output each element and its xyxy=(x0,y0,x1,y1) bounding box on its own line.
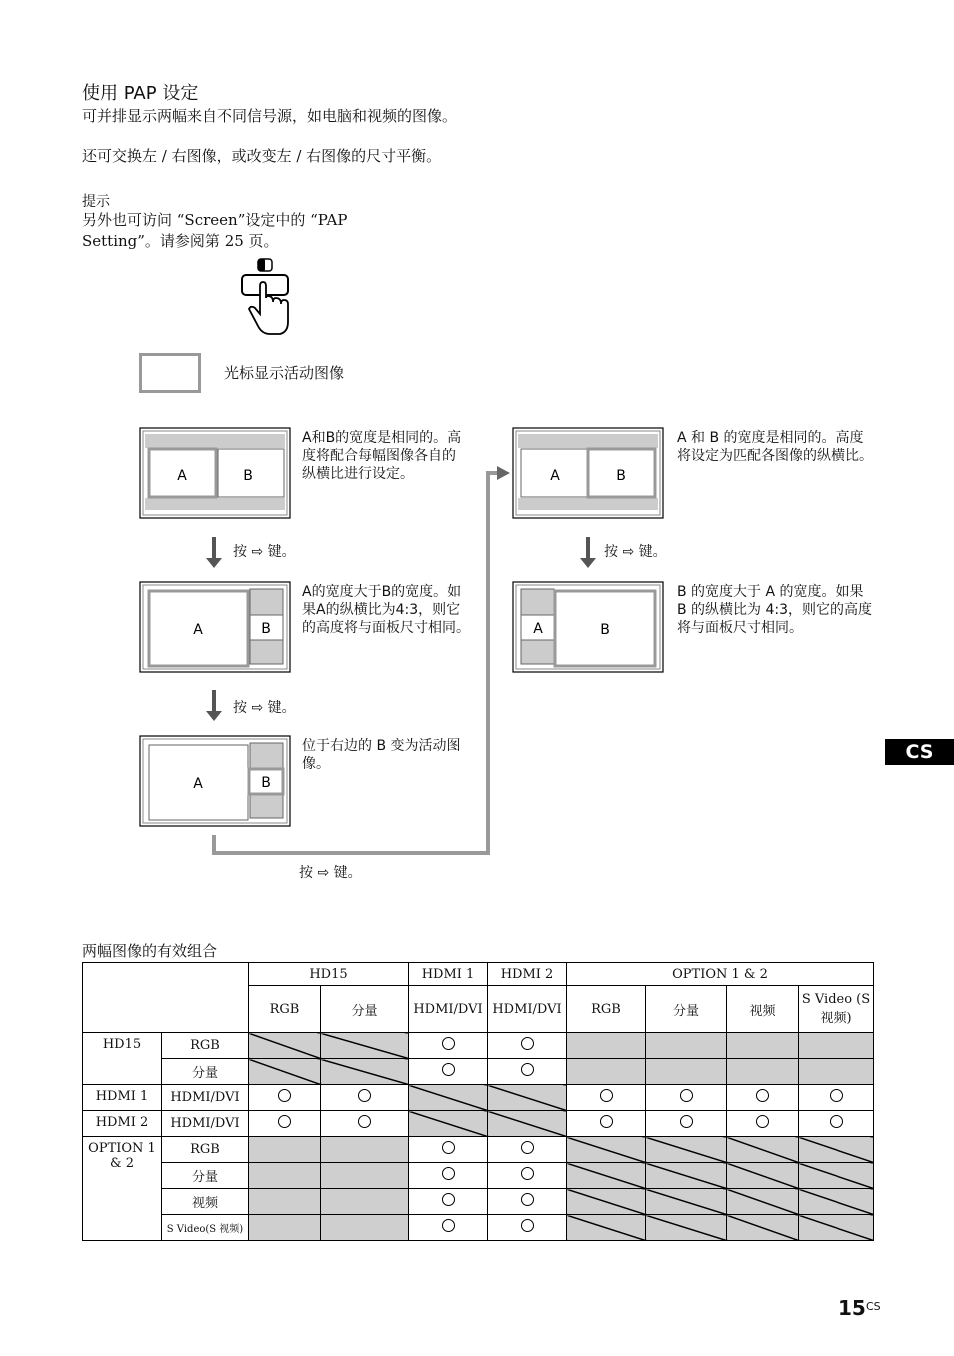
label-a: A xyxy=(193,622,203,638)
corner-cell xyxy=(83,963,249,1033)
circle-mark-icon xyxy=(442,1063,455,1076)
table-title: 两幅图像的有效组合 xyxy=(82,942,218,960)
monitor-b-active xyxy=(140,736,290,826)
circle-mark-icon xyxy=(521,1219,534,1232)
same-source-cell xyxy=(799,1163,874,1189)
press-right-label-2: 按 ⇨ 键。 xyxy=(233,700,296,716)
row-sub-label: S Video(S 视频) xyxy=(162,1215,249,1241)
sub-header: HDMI/DVI xyxy=(409,986,488,1033)
label-b: B xyxy=(616,468,626,484)
group-header: OPTION 1 & 2 xyxy=(567,963,874,986)
circle-mark-icon xyxy=(521,1063,534,1076)
same-source-cell xyxy=(799,1189,874,1215)
circle-mark-icon xyxy=(521,1037,534,1050)
same-source-cell xyxy=(646,1189,727,1215)
valid-combination-cell xyxy=(488,1033,567,1059)
sub-header: 分量 xyxy=(321,986,409,1033)
valid-combination-cell xyxy=(727,1085,799,1111)
language-tab: CS xyxy=(885,739,954,765)
circle-mark-icon xyxy=(756,1115,769,1128)
valid-combination-cell xyxy=(567,1085,646,1111)
same-source-cell xyxy=(799,1215,874,1241)
row-group-label: OPTION 1 & 2 xyxy=(83,1137,162,1241)
unavailable-cell xyxy=(567,1033,646,1059)
table-row xyxy=(83,1189,874,1215)
page-title: 使用 PAP 设定 xyxy=(82,83,199,104)
unavailable-cell xyxy=(249,1137,321,1163)
press-right-label-4: 按 ⇨ 键。 xyxy=(299,865,362,881)
row-sub-label: RGB xyxy=(162,1137,249,1163)
label-a: A xyxy=(177,468,187,484)
valid-combination-cell xyxy=(799,1085,874,1111)
unavailable-cell xyxy=(249,1163,321,1189)
same-source-cell xyxy=(321,1033,409,1059)
valid-combination-cell xyxy=(249,1111,321,1137)
table-row xyxy=(83,1085,874,1111)
group-header: HD15 xyxy=(249,963,409,986)
pap-button-hand-icon xyxy=(236,256,296,338)
circle-mark-icon xyxy=(442,1193,455,1206)
valid-combination-cell xyxy=(567,1111,646,1137)
circle-mark-icon xyxy=(442,1219,455,1232)
same-source-cell xyxy=(646,1163,727,1189)
row-group-label: HDMI 2 xyxy=(83,1111,162,1137)
table-row xyxy=(83,1033,874,1059)
unavailable-cell xyxy=(321,1215,409,1241)
row-sub-label: RGB xyxy=(162,1033,249,1059)
cursor-legend-box xyxy=(139,353,201,393)
circle-mark-icon xyxy=(358,1115,371,1128)
unavailable-cell xyxy=(321,1163,409,1189)
sub-header: S Video (S 视频) xyxy=(799,986,874,1033)
same-source-cell xyxy=(488,1111,567,1137)
hint-label: 提示 xyxy=(82,194,110,210)
row-group-label: HD15 xyxy=(83,1033,162,1085)
row-sub-label: 视频 xyxy=(162,1189,249,1215)
cursor-legend-text: 光标显示活动图像 xyxy=(224,364,345,382)
same-source-cell xyxy=(799,1137,874,1163)
circle-mark-icon xyxy=(278,1115,291,1128)
table-row xyxy=(83,1163,874,1189)
valid-combination-cell xyxy=(409,1189,488,1215)
valid-combination-cell xyxy=(646,1085,727,1111)
same-source-cell xyxy=(567,1163,646,1189)
label-a: A xyxy=(533,621,543,637)
circle-mark-icon xyxy=(358,1089,371,1102)
label-a: A xyxy=(193,776,203,792)
sub-header: 视频 xyxy=(727,986,799,1033)
same-source-cell xyxy=(409,1085,488,1111)
monitor-a-larger xyxy=(140,582,290,672)
same-source-cell xyxy=(567,1189,646,1215)
circle-mark-icon xyxy=(521,1193,534,1206)
label-a: A xyxy=(550,468,560,484)
row-sub-label: 分量 xyxy=(162,1163,249,1189)
label-b: B xyxy=(600,622,610,638)
circle-mark-icon xyxy=(442,1141,455,1154)
same-source-cell xyxy=(727,1215,799,1241)
pap-flow-diagram xyxy=(0,420,954,860)
valid-combination-cell xyxy=(488,1189,567,1215)
step-b-active-text: 位于右边的 B 变为活动图像。 xyxy=(302,738,461,772)
valid-combination-cell xyxy=(488,1137,567,1163)
same-source-cell xyxy=(727,1163,799,1189)
page-number: 15 xyxy=(838,1296,866,1320)
press-right-label-1: 按 ⇨ 键。 xyxy=(233,544,296,560)
circle-mark-icon xyxy=(521,1141,534,1154)
valid-combination-cell xyxy=(727,1111,799,1137)
row-sub-label: HDMI/DVI xyxy=(162,1085,249,1111)
circle-mark-icon xyxy=(278,1089,291,1102)
same-source-cell xyxy=(488,1085,567,1111)
valid-combination-cell xyxy=(409,1137,488,1163)
unavailable-cell xyxy=(727,1033,799,1059)
step-b-larger-text: B 的宽度大于 A 的宽度。如果 B 的纵横比为 4:3，则它的高度将与面板尺寸相同。 xyxy=(677,584,873,636)
same-source-cell xyxy=(249,1033,321,1059)
same-source-cell xyxy=(646,1215,727,1241)
table-row xyxy=(83,1215,874,1241)
unavailable-cell xyxy=(321,1137,409,1163)
valid-combination-cell xyxy=(409,1215,488,1241)
valid-combination-cell xyxy=(321,1111,409,1137)
circle-mark-icon xyxy=(442,1167,455,1180)
press-right-label-3: 按 ⇨ 键。 xyxy=(604,544,667,560)
unavailable-cell xyxy=(727,1059,799,1085)
combination-table xyxy=(82,962,874,1241)
valid-combination-cell xyxy=(488,1059,567,1085)
same-source-cell xyxy=(646,1137,727,1163)
label-b: B xyxy=(243,468,253,484)
valid-combination-cell xyxy=(321,1085,409,1111)
monitor-equal-b-active xyxy=(513,428,663,518)
row-group-label: HDMI 1 xyxy=(83,1085,162,1111)
unavailable-cell xyxy=(321,1189,409,1215)
step-equal-b-text: A 和 B 的宽度是相同的。高度将设定为匹配各图像的纵横比。 xyxy=(677,430,873,464)
circle-mark-icon xyxy=(442,1037,455,1050)
circle-mark-icon xyxy=(756,1089,769,1102)
sub-header: RGB xyxy=(567,986,646,1033)
valid-combination-cell xyxy=(646,1111,727,1137)
valid-combination-cell xyxy=(249,1085,321,1111)
same-source-cell xyxy=(249,1059,321,1085)
label-b: B xyxy=(261,775,271,791)
step-a-larger-text: A的宽度大于B的宽度。如果A的纵横比为4:3，则它的高度将与面板尺寸相同。 xyxy=(302,584,470,636)
same-source-cell xyxy=(567,1215,646,1241)
unavailable-cell xyxy=(799,1033,874,1059)
valid-combination-cell xyxy=(488,1215,567,1241)
same-source-cell xyxy=(409,1111,488,1137)
label-b: B xyxy=(261,621,271,637)
circle-mark-icon xyxy=(600,1089,613,1102)
sub-header: 分量 xyxy=(646,986,727,1033)
monitor-equal-width xyxy=(140,428,290,518)
circle-mark-icon xyxy=(680,1089,693,1102)
valid-combination-cell xyxy=(409,1059,488,1085)
hint-text: 另外也可访问 “Screen”设定中的 “PAP Setting”。请参阅第 25 页。 xyxy=(82,211,348,250)
unavailable-cell xyxy=(249,1215,321,1241)
same-source-cell xyxy=(727,1189,799,1215)
monitor-b-larger xyxy=(513,582,663,672)
page-number-suffix: CS xyxy=(866,1300,881,1313)
circle-mark-icon xyxy=(680,1115,693,1128)
unavailable-cell xyxy=(567,1059,646,1085)
valid-combination-cell xyxy=(799,1111,874,1137)
row-sub-label: HDMI/DVI xyxy=(162,1111,249,1137)
circle-mark-icon xyxy=(521,1167,534,1180)
intro-paragraph-2: 还可交换左 / 右图像，或改变左 / 右图像的尺寸平衡。 xyxy=(82,147,442,165)
table-row xyxy=(83,1137,874,1163)
same-source-cell xyxy=(727,1137,799,1163)
row-sub-label: 分量 xyxy=(162,1059,249,1085)
table-row xyxy=(83,1111,874,1137)
circle-mark-icon xyxy=(830,1089,843,1102)
valid-combination-cell xyxy=(409,1033,488,1059)
group-header: HDMI 1 xyxy=(409,963,488,986)
unavailable-cell xyxy=(799,1059,874,1085)
unavailable-cell xyxy=(646,1033,727,1059)
sub-header: HDMI/DVI xyxy=(488,986,567,1033)
unavailable-cell xyxy=(249,1189,321,1215)
step-equal-width-text: A和B的宽度是相同的。高度将配合每幅图像各自的纵横比进行设定。 xyxy=(302,430,462,482)
circle-mark-icon xyxy=(600,1115,613,1128)
unavailable-cell xyxy=(646,1059,727,1085)
circle-mark-icon xyxy=(830,1115,843,1128)
sub-header: RGB xyxy=(249,986,321,1033)
table-row xyxy=(83,1059,874,1085)
group-header: HDMI 2 xyxy=(488,963,567,986)
same-source-cell xyxy=(567,1137,646,1163)
intro-paragraph-1: 可并排显示两幅来自不同信号源，如电脑和视频的图像。 xyxy=(82,107,458,125)
valid-combination-cell xyxy=(409,1163,488,1189)
same-source-cell xyxy=(321,1059,409,1085)
valid-combination-cell xyxy=(488,1163,567,1189)
